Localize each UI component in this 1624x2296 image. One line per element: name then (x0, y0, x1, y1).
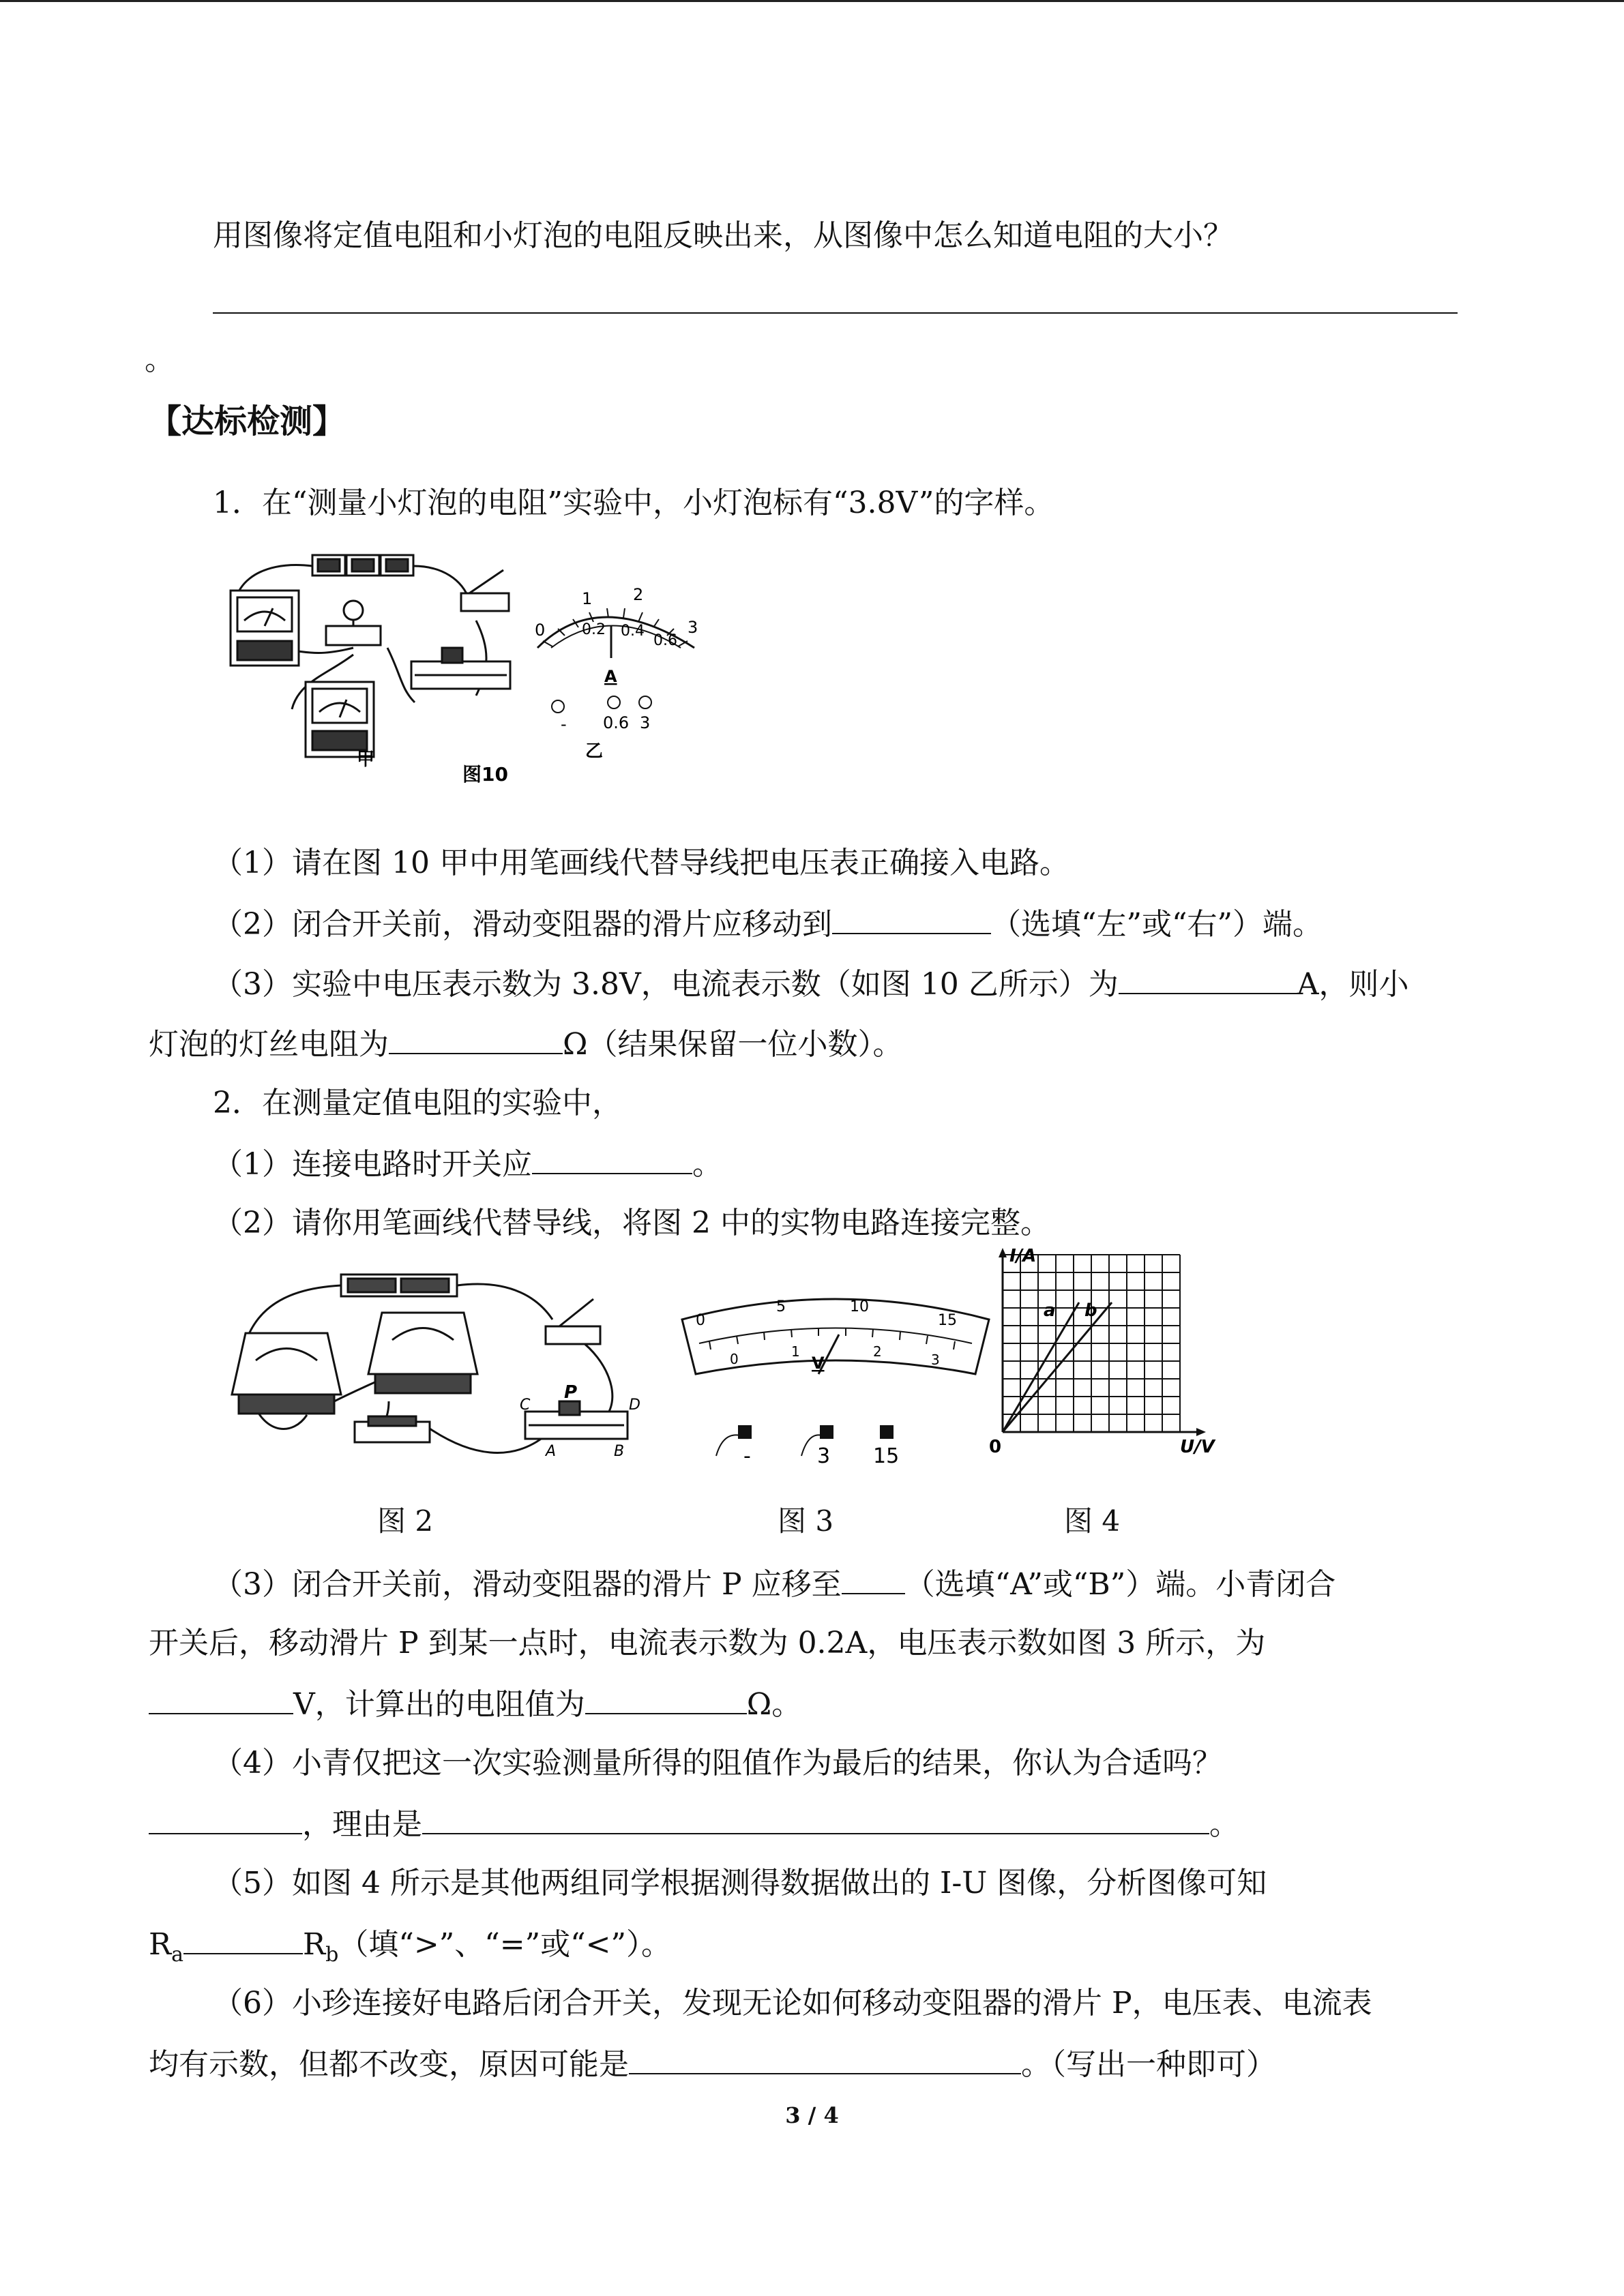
fig4-grid (1003, 1255, 1180, 1432)
fig3-label-3: 3 (817, 1444, 831, 1468)
q2-part4-cont: ，理由是 。 (149, 1803, 1239, 1845)
lamp (326, 601, 381, 645)
q2-part2: （2）请你用笔画线代替导线，将图 2 中的实物电路连接完整。 (213, 1206, 1050, 1240)
fig10-jia-label: 甲 (357, 749, 375, 770)
fig3-top-15: 15 (938, 1312, 957, 1329)
fig4-y-label: I/A (1009, 1248, 1037, 1266)
fig2-meter-left (232, 1333, 341, 1414)
fig3-bottom-2: 2 (873, 1343, 882, 1360)
q2-part3-cont2: V，计算出的电阻值为 Ω。 (149, 1683, 801, 1725)
fig4-line-b (1003, 1302, 1112, 1432)
caption-fig2: 图 2 (377, 1504, 434, 1538)
intro-answer-blank[interactable] (213, 282, 1458, 314)
dial-top-1: 1 (582, 589, 593, 608)
fig2-label-b: B (614, 1443, 625, 1460)
fig4-y-arrow (999, 1248, 1007, 1257)
ammeter-dial (535, 585, 698, 762)
q2-part6: （6）小珍连接好电路后闭合开关，发现无论如何移动变阻器的滑片 P，电压表、电流表 (213, 1986, 1372, 2021)
fig2-label-c: C (520, 1397, 531, 1414)
q1-current-blank[interactable] (1119, 963, 1297, 994)
q2-part1: （1）连接电路时开关应 。 (213, 1143, 722, 1185)
q2-part6-cont: 均有示数，但都不改变，原因可能是 。（写出一种即可） (149, 2043, 1276, 2085)
q2-compare-blank[interactable] (183, 1923, 303, 1954)
fig10-caption: 图10 (462, 763, 508, 786)
fig2-label-p: P (564, 1382, 578, 1403)
fig2-rheostat (525, 1401, 628, 1439)
fig2-meter-right (368, 1313, 477, 1393)
q2-cause-blank[interactable] (629, 2043, 1021, 2074)
q1-resistance-blank[interactable] (389, 1023, 563, 1054)
q2-switch-blank[interactable] (532, 1143, 692, 1174)
q2-voltage-blank[interactable] (149, 1683, 293, 1714)
terminal-3: 3 (640, 713, 651, 732)
fig4-x-label: U/V (1180, 1437, 1215, 1457)
meter-bottom (306, 682, 374, 757)
q2-resistance-blank[interactable] (585, 1683, 747, 1714)
q1-part2-blank[interactable] (832, 903, 991, 934)
fig3-terminal-15 (880, 1425, 894, 1439)
figure-4 (975, 1248, 1248, 1473)
battery-pack (312, 555, 413, 576)
caption-fig3: 图 3 (778, 1504, 834, 1538)
fig3-top-0: 0 (696, 1312, 705, 1329)
dial-unit: A (604, 667, 617, 686)
intro-end-mark: 。 (145, 342, 175, 377)
fig4-x-arrow (1196, 1428, 1206, 1436)
dial-top-0: 0 (535, 621, 546, 640)
fig3-bottom-3: 3 (931, 1352, 940, 1368)
dial-top-3: 3 (688, 618, 698, 637)
dial-bottom-1: 0.2 (582, 621, 606, 638)
fig3-bottom-1: 1 (791, 1343, 800, 1360)
caption-fig4: 图 4 (1064, 1504, 1121, 1538)
q2-part4: （4）小青仅把这一次实验测量所得的阻值作为最后的结果，你认为合适吗？ (213, 1746, 1222, 1780)
q2-stem: 2．在测量定值电阻的实验中， (213, 1086, 622, 1120)
terminal-neg: - (561, 715, 567, 734)
fig2-resistor (355, 1416, 430, 1442)
figure-3 (675, 1292, 996, 1483)
fig2-label-d: D (629, 1397, 640, 1414)
figure-10 (217, 546, 715, 791)
q2-end-blank[interactable] (842, 1563, 905, 1594)
q2-reason-blank[interactable] (422, 1803, 1209, 1834)
fig2-battery (341, 1274, 457, 1296)
fig3-terminal-3 (820, 1425, 833, 1439)
fig2-label-a: A (546, 1443, 557, 1460)
fig3-top-5: 5 (776, 1298, 786, 1315)
meter-left (231, 591, 299, 666)
fig4-label-a: a (1044, 1300, 1056, 1321)
dial-bottom-2: 0.4 (621, 623, 645, 640)
q1-part3-cont: 灯泡的灯丝电阻为 Ω（结果保留一位小数）。 (149, 1023, 902, 1065)
fig3-bottom-0: 0 (730, 1351, 739, 1367)
figure-2 (225, 1258, 648, 1483)
q2-part5: （5）如图 4 所示是其他两组同学根据测得数据做出的 I-U 图像，分析图像可知 (213, 1866, 1267, 1900)
fig2-switch (546, 1299, 600, 1344)
terminal-06: 0.6 (603, 713, 630, 732)
fig4-line-a (1003, 1302, 1079, 1432)
q2-part5-cont: $R_a$ $R_b$（填“>”、“=”或“<”）。 (149, 1923, 671, 1976)
fig3-label-15: 15 (873, 1444, 900, 1468)
fig3-label-neg: - (743, 1444, 751, 1468)
q2-part3-cont: 开关后，移动滑片 P 到某一点时，电流表示数为 0.2A，电压表示数如图 3 所示，为 (149, 1626, 1266, 1660)
dial-top-2: 2 (633, 585, 644, 604)
q1-part1: （1）请在图 10 甲中用笔画线代替导线把电压表正确接入电路。 (213, 846, 1069, 880)
fig10-yi-label: 乙 (585, 741, 604, 762)
section-title: 【达标检测】 (149, 402, 346, 441)
fig4-label-b: b (1084, 1300, 1097, 1321)
q2-suitable-blank[interactable] (149, 1803, 302, 1834)
q1-part3: （3）实验中电压表示数为 3.8V，电流表示数（如图 10 乙所示）为 A，则小 (213, 963, 1408, 1005)
page-number: 3 / 4 (785, 2102, 839, 2128)
q1-part2: （2）闭合开关前，滑动变阻器的滑片应移动到 （选填“左”或“右”）端。 (213, 903, 1323, 945)
switch (461, 570, 509, 611)
dial-bottom-3: 0.6 (653, 632, 677, 649)
top-rule (0, 0, 1624, 2)
fig3-top-10: 10 (850, 1298, 869, 1315)
q2-part3: （3）闭合开关前，滑动变阻器的滑片 P 应移至 （选填“A”或“B”）端。小青闭合 (213, 1563, 1335, 1605)
intro-question: 用图像将定值电阻和小灯泡的电阻反映出来，从图像中怎么知道电阻的大小？ (213, 218, 1233, 253)
fig3-dial-face (682, 1299, 989, 1374)
q1-stem: 1．在“测量小灯泡的电阻”实验中，小灯泡标有“3.8V”的字样。 (213, 486, 1054, 520)
fig3-unit: V (812, 1354, 825, 1373)
rheostat (411, 648, 510, 689)
fig3-terminal-neg (738, 1425, 752, 1439)
fig4-origin: 0 (989, 1437, 1002, 1457)
